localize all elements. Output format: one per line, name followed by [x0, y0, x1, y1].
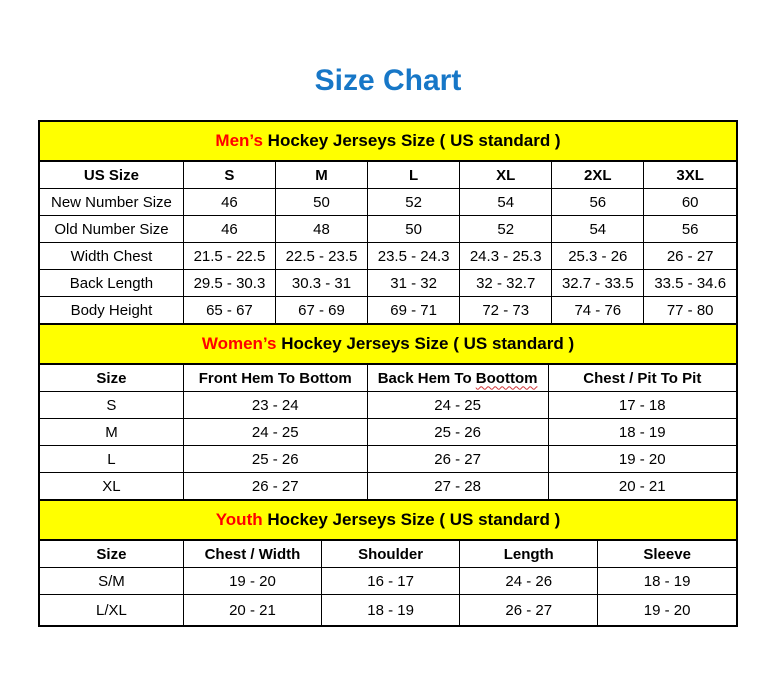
row-label: Width Chest — [40, 243, 183, 270]
column-header: Length — [460, 541, 598, 568]
table-row — [40, 473, 736, 500]
column-header: 2XL — [552, 162, 644, 189]
table-cell: 16 - 17 — [322, 568, 460, 595]
womens-section-header — [40, 323, 736, 365]
table-row — [40, 216, 736, 243]
table-cell: 27 - 28 — [367, 473, 548, 500]
mens-section-header — [40, 122, 736, 162]
column-header: US Size — [40, 162, 183, 189]
table-cell: 19 - 20 — [183, 568, 321, 595]
row-label: L — [40, 446, 183, 473]
table-cell: 32 - 32.7 — [460, 270, 552, 297]
youth-section — [40, 499, 736, 625]
table-cell: 29.5 - 30.3 — [183, 270, 275, 297]
misspelled-word: Boottom — [475, 369, 538, 387]
youth-section-header — [40, 499, 736, 541]
table-cell: 24 - 25 — [367, 392, 548, 419]
column-header: M — [275, 162, 367, 189]
table-cell: 23.5 - 24.3 — [368, 243, 460, 270]
column-header: L — [368, 162, 460, 189]
table-cell: 77 - 80 — [644, 297, 736, 324]
table-cell: 26 - 27 — [367, 446, 548, 473]
table-cell: 17 - 18 — [548, 392, 736, 419]
column-header — [367, 365, 548, 392]
table-cell: 22.5 - 23.5 — [275, 243, 367, 270]
table-cell: 19 - 20 — [548, 446, 736, 473]
table-cell: 54 — [552, 216, 644, 243]
row-label: S — [40, 392, 183, 419]
row-label: Back Length — [40, 270, 183, 297]
table-cell: 18 - 19 — [598, 568, 736, 595]
table-cell: 24 - 26 — [460, 568, 598, 595]
column-header-text: Back Hem To — [377, 369, 476, 387]
table-cell: 26 - 27 — [644, 243, 736, 270]
table-cell: 25 - 26 — [183, 446, 367, 473]
table-cell: 50 — [275, 189, 367, 216]
page-title: Size Chart — [314, 64, 462, 97]
table-cell: 30.3 - 31 — [275, 270, 367, 297]
column-header: Chest / Pit To Pit — [548, 365, 736, 392]
table-cell: 25.3 - 26 — [552, 243, 644, 270]
mens-header-row — [40, 162, 736, 189]
table-row — [40, 419, 736, 446]
row-label: New Number Size — [40, 189, 183, 216]
table-cell: 31 - 32 — [368, 270, 460, 297]
size-chart-table-group — [38, 120, 738, 627]
row-label: XL — [40, 473, 183, 500]
table-row — [40, 189, 736, 216]
column-header: XL — [460, 162, 552, 189]
column-header: Shoulder — [322, 541, 460, 568]
table-row — [40, 243, 736, 270]
womens-size-table — [40, 365, 736, 499]
table-cell: 25 - 26 — [367, 419, 548, 446]
youth-header-row — [40, 541, 736, 568]
mens-size-table — [40, 162, 736, 323]
row-label: S/M — [40, 568, 183, 595]
mens-label: Men’s — [215, 131, 263, 150]
table-cell: 52 — [460, 216, 552, 243]
table-cell: 46 — [183, 189, 275, 216]
table-cell: 18 - 19 — [322, 595, 460, 626]
column-header: Sleeve — [598, 541, 736, 568]
youth-label: Youth — [215, 510, 263, 529]
table-cell: 33.5 - 34.6 — [644, 270, 736, 297]
table-cell: 23 - 24 — [183, 392, 367, 419]
column-header: S — [183, 162, 275, 189]
table-cell: 54 — [460, 189, 552, 216]
table-row — [40, 446, 736, 473]
table-cell: 69 - 71 — [368, 297, 460, 324]
table-cell: 20 - 21 — [548, 473, 736, 500]
column-header: Size — [40, 541, 183, 568]
table-row — [40, 297, 736, 324]
row-label: M — [40, 419, 183, 446]
womens-header-text: Hockey Jerseys Size ( US standard ) — [276, 334, 575, 353]
table-cell: 46 — [183, 216, 275, 243]
column-header: Front Hem To Bottom — [183, 365, 367, 392]
table-cell: 20 - 21 — [183, 595, 321, 626]
table-cell: 67 - 69 — [275, 297, 367, 324]
table-row — [40, 595, 736, 626]
column-header: Chest / Width — [183, 541, 321, 568]
table-cell: 74 - 76 — [552, 297, 644, 324]
table-row — [40, 392, 736, 419]
table-cell: 72 - 73 — [460, 297, 552, 324]
mens-header-text: Hockey Jerseys Size ( US standard ) — [262, 131, 561, 150]
table-cell: 24 - 25 — [183, 419, 367, 446]
table-cell: 65 - 67 — [183, 297, 275, 324]
womens-section — [40, 323, 736, 499]
table-cell: 56 — [552, 189, 644, 216]
column-header: Size — [40, 365, 183, 392]
table-cell: 32.7 - 33.5 — [552, 270, 644, 297]
row-label: Old Number Size — [40, 216, 183, 243]
table-cell: 56 — [644, 216, 736, 243]
table-cell: 24.3 - 25.3 — [460, 243, 552, 270]
table-cell: 50 — [368, 216, 460, 243]
table-cell: 26 - 27 — [183, 473, 367, 500]
table-cell: 18 - 19 — [548, 419, 736, 446]
table-row — [40, 270, 736, 297]
table-cell: 26 - 27 — [460, 595, 598, 626]
column-header: 3XL — [644, 162, 736, 189]
table-row — [40, 568, 736, 595]
womens-label: Women’s — [201, 334, 277, 353]
table-cell: 52 — [368, 189, 460, 216]
mens-section — [40, 122, 736, 323]
table-cell: 21.5 - 22.5 — [183, 243, 275, 270]
row-label: L/XL — [40, 595, 183, 626]
youth-size-table — [40, 541, 736, 625]
table-cell: 48 — [275, 216, 367, 243]
womens-header-row — [40, 365, 736, 392]
youth-header-text: Hockey Jerseys Size ( US standard ) — [262, 510, 561, 529]
table-cell: 60 — [644, 189, 736, 216]
row-label: Body Height — [40, 297, 183, 324]
table-cell: 19 - 20 — [598, 595, 736, 626]
